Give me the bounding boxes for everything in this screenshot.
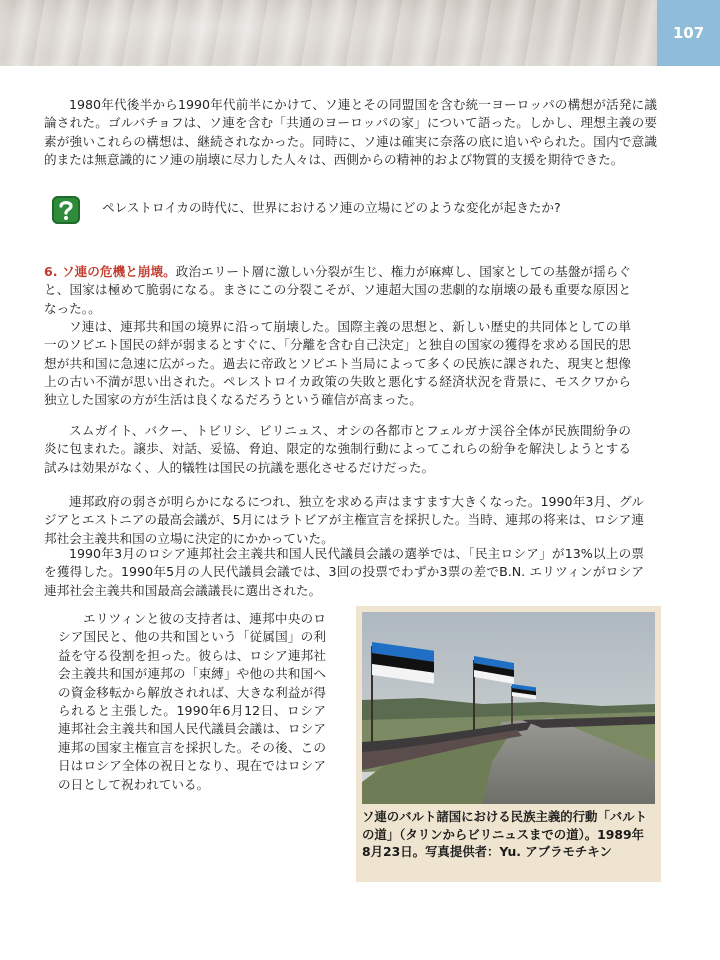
header-banner-image [0,0,657,66]
section-6-text-1: 政治エリート層に激しい分裂が生じ、権力が麻痺し、国家としての基盤が揺らぐと、国家は極めて脆弱になる。まさにこの分裂こそが、ソ連超大国の悲劇的な崩壊の最も重要な原因となった。。 [44,264,632,316]
section-6-paragraph-2: ソ連は、連邦共和国の境界に沿って崩壊した。国際主義の思想と、新しい歴史的共同体としての単一のソビエト国民の絆が弱まるとすぐに、「分離を含む自己決定」と独自の国家の獲得を求める国民的思想が共和国に急速に広がった。過去に帝政とソビエト当局によって多くの民族に課された、現実と想像上の古い不満が思い出された。ペレストロイカ政策の失敗と悪化する経済状況を背景に、モスクワから独立した国家の方が生活は良くなるだろうという確信が高まった。 [44,319,631,408]
intro-paragraph: 1980年代後半から1990年代前半にかけて、ソ連とその同盟国を含む統一ヨーロッパの構想が活発に議論された。ゴルバチョフは、ソ連を含む「共通のヨーロッパの家」について語った。しかし、理想主義の要素が強いこれらの構想は、継続されなかった。同時に、ソ連は確実に奈落の底に追いやられた。国内で意識的または無意識的にソ連の崩壊に尽力した人々は、西側からの精神的および物質的支援を期待できた。 [44,97,657,167]
baltic-way-photo [362,612,655,804]
section-6-paragraph-3: スムガイト、バクー、トビリシ、ビリニュス、オシの各都市とフェルガナ渓谷全体が民族間紛争の炎に包まれた。譲歩、対話、妥協、脅迫、限定的な強制行動によってこれらの紛争を解決しようとする試みは効果がなく、人的犠牲は国民の抗議を悪化させるだけだった。 [44,423,631,475]
section-6-paragraph-6: エリツィンと彼の支持者は、連邦中央のロシア国民と、他の共和国という「従属国」の利益を守る役割を担った。彼らは、ロシア連邦社会主義共和国が連邦の「束縛」や他の共和国への資金移転から解放されれば、大きな利益が得られると主張した。1990年6月12日、ロシア連邦社会主義共和国人民代議員会議は、ロシア連邦の国家主権宣言を採択した。その後、この日はロシア全体の祝日となり、現在ではロシアの日として祝われている。 [58,611,326,792]
section-6-paragraph-1 [44,263,631,318]
discussion-question: ペレストロイカの時代に、世界におけるソ連の立場にどのような変化が起きたか? [102,200,561,215]
section-6-paragraph-4: 連邦政府の弱さが明らかになるにつれ、独立を求める声はますます大きくなった。1990年3月、グルジアとエストニアの最高会議が、5月にはラトビアが主権宣言を採択した。当時、連邦の将来は、ロシア連邦社会主義共和国の立場に決定的にかかっていた。 [44,494,644,546]
photo-caption: ソ連のバルト諸国における民族主義的行動「バルトの道」（タリンからビリニュスまでの道）。1989年8月23日。写真提供者：Yu. アブラモチキン [362,809,647,859]
page-number-text: 107 [672,24,705,42]
section-6-paragraph-5: 1990年3月のロシア連邦社会主義共和国人民代議員会議の選挙では、「民主ロシア」が13%以上の票を獲得した。1990年5月の人民代議員会議では、3回の投票でわずか3票の差でB.N. エリツィンがロシア連邦社会主義共和国最高会議議長に選出された。 [44,546,644,598]
section-heading: 6. ソ連の危機と崩壊。 [44,264,176,279]
baltic-way-figure [356,606,661,882]
question-mark-icon [52,196,80,224]
page-number [657,0,720,66]
